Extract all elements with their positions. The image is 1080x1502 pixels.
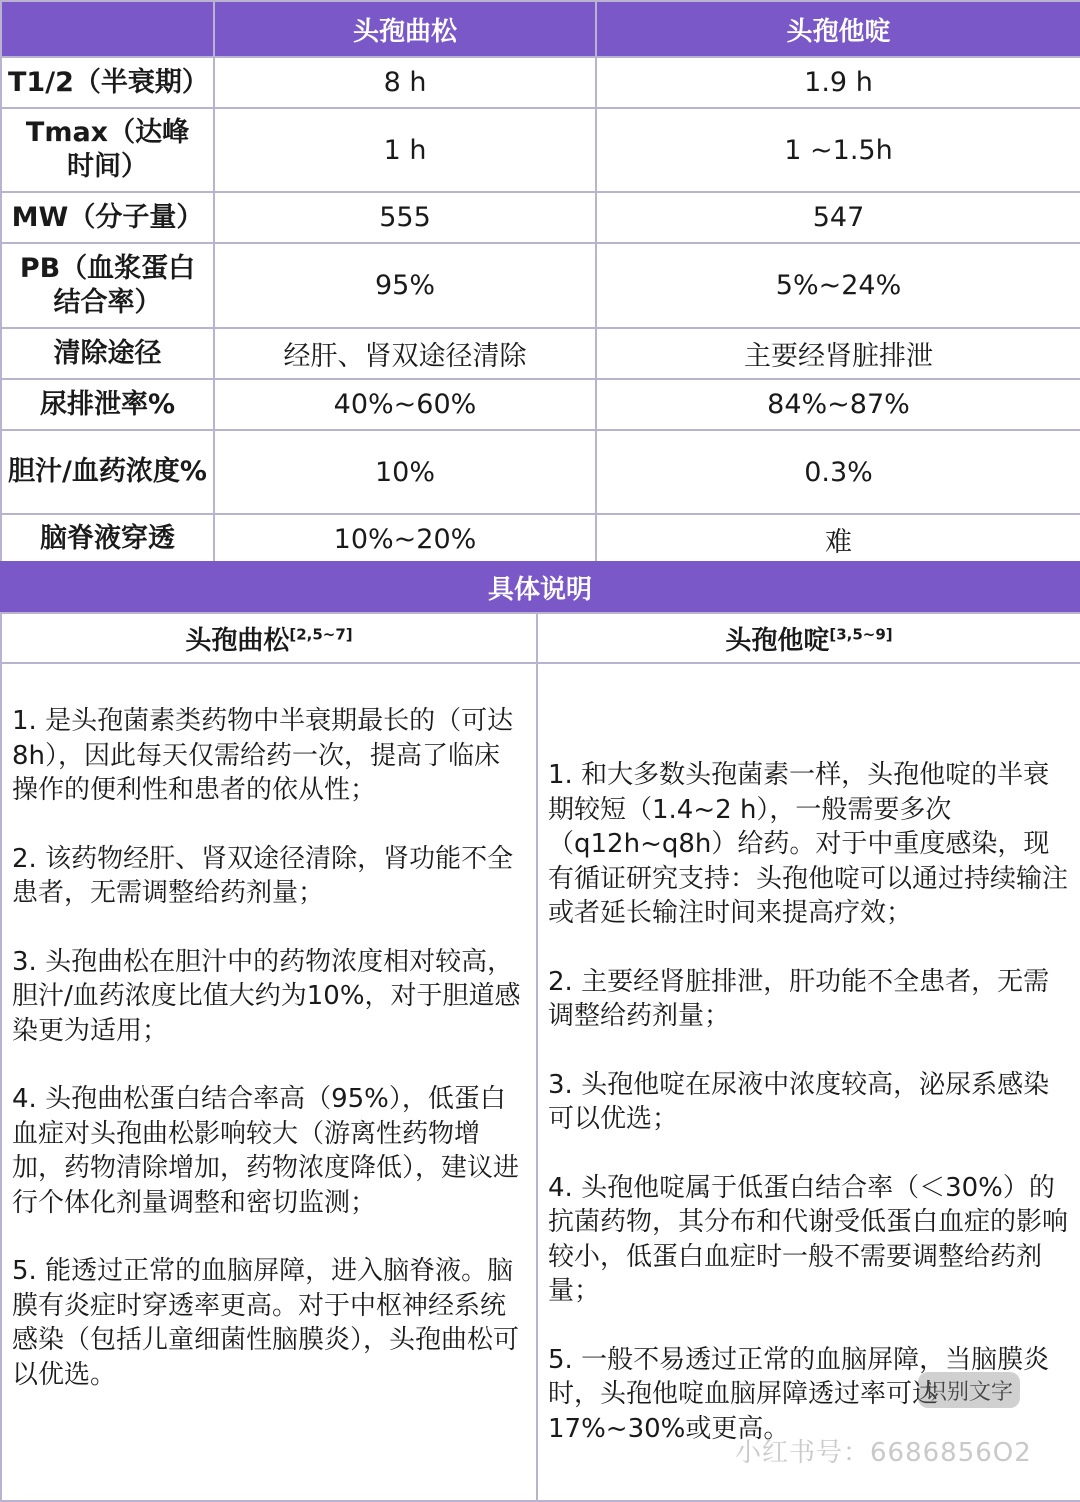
header-blank-cell <box>1 1 214 57</box>
row-label: PB（血浆蛋白结合率） <box>1 243 214 328</box>
list-item: 5. 一般不易透过正常的血脑屏障，当脑膜炎时，头孢他啶血脑屏障透过率可达17%~30%或更高。 <box>548 1344 1050 1444</box>
list-item: 3. 头孢曲松在胆汁中的药物浓度相对较高，胆汁/血药浓度比值大约为10%，对于胆道感染更为适用； <box>12 946 521 1046</box>
section-title-details: 具体说明 <box>0 561 1080 613</box>
header-drug-a: 头孢曲松 <box>214 1 596 57</box>
details-left-column <box>1 663 537 1501</box>
table-row <box>1 430 1080 514</box>
list-item: 3. 头孢他啶在尿液中浓度较高，泌尿系感染可以优选； <box>548 1069 1050 1134</box>
details-left-ref: [2,5~7] <box>289 624 353 643</box>
table-row <box>1 57 1080 108</box>
row-value-a: 10%~20% <box>214 514 596 564</box>
row-value-a: 555 <box>214 192 596 243</box>
row-value-b: 5%~24% <box>596 243 1080 328</box>
row-value-b: 1 ~1.5h <box>596 108 1080 192</box>
details-left-title: 头孢曲松 <box>185 625 290 656</box>
row-value-a: 8 h <box>214 57 596 108</box>
row-label: 尿排泄率% <box>1 379 214 430</box>
row-label: 清除途径 <box>1 328 214 379</box>
row-label: T1/2（半衰期） <box>1 57 214 108</box>
comparison-table <box>0 0 1080 565</box>
table-row <box>1 379 1080 430</box>
row-value-a: 1 h <box>214 108 596 192</box>
header-drug-b: 头孢他啶 <box>596 1 1080 57</box>
list-item: 1. 是头孢菌素类药物中半衰期最长的（可达8h），因此每天仅需给药一次，提高了临床操作的便利性和患者的依从性； <box>12 706 514 805</box>
row-label: 胆汁/血药浓度% <box>1 430 214 514</box>
row-value-b: 0.3% <box>596 430 1080 514</box>
table-row <box>1 328 1080 379</box>
details-table <box>0 612 1080 1502</box>
comparison-header-row <box>1 1 1080 57</box>
details-body-row <box>1 663 1080 1501</box>
list-item: 1. 和大多数头孢菌素一样，头孢他啶的半衰期较短（1.4~2 h），一般需要多次（q12h~q8h）给药。对于中重度感染，现有循证研究支持：头孢他啶可以通过持续输注或者延长输注时间来提高疗效； <box>548 760 1069 928</box>
row-value-a: 经肝、肾双途径清除 <box>214 328 596 379</box>
details-left-header <box>1 613 537 663</box>
text-recognition-overlay[interactable]: 识别文字 <box>918 1372 1020 1408</box>
list-item: 4. 头孢他啶属于低蛋白结合率（＜30%）的抗菌药物，其分布和代谢受低蛋白血症的影响较小，低蛋白血症时一般不需要调整给药剂量； <box>548 1172 1069 1306</box>
row-value-a: 95% <box>214 243 596 328</box>
table-row <box>1 192 1080 243</box>
row-label: Tmax（达峰时间） <box>1 108 214 192</box>
row-value-a: 40%~60% <box>214 379 596 430</box>
watermark: 小红书号：6686856O2 <box>735 1438 1032 1468</box>
table-row <box>1 514 1080 564</box>
row-value-b: 84%~87% <box>596 379 1080 430</box>
row-label: MW（分子量） <box>1 192 214 243</box>
list-item: 5. 能透过正常的血脑屏障，进入脑脊液。脑膜有炎症时穿透率更高。对于中枢神经系统感染（包括儿童细菌性脑膜炎），头孢曲松可以优选。 <box>12 1256 520 1390</box>
details-right-title: 头孢他啶 <box>725 625 830 656</box>
table-row <box>1 243 1080 328</box>
row-value-b: 主要经肾脏排泄 <box>596 328 1080 379</box>
row-value-a: 10% <box>214 430 596 514</box>
row-label: 脑脊液穿透 <box>1 514 214 564</box>
details-right-ref: [3,5~9] <box>829 624 893 643</box>
list-item: 2. 主要经肾脏排泄，肝功能不全患者，无需调整给药剂量； <box>548 966 1050 1031</box>
details-header-row <box>1 613 1080 663</box>
details-right-header <box>537 613 1080 663</box>
row-value-b: 难 <box>596 514 1080 564</box>
table-row <box>1 108 1080 192</box>
list-item: 4. 头孢曲松蛋白结合率高（95%），低蛋白血症对头孢曲松影响较大（游离性药物增加，药物清除增加，药物浓度降低），建议进行个体化剂量调整和密切监测； <box>12 1084 520 1218</box>
row-value-b: 547 <box>596 192 1080 243</box>
row-value-b: 1.9 h <box>596 57 1080 108</box>
list-item: 2. 该药物经肝、肾双途径清除，肾功能不全患者，无需调整给药剂量； <box>12 843 514 908</box>
